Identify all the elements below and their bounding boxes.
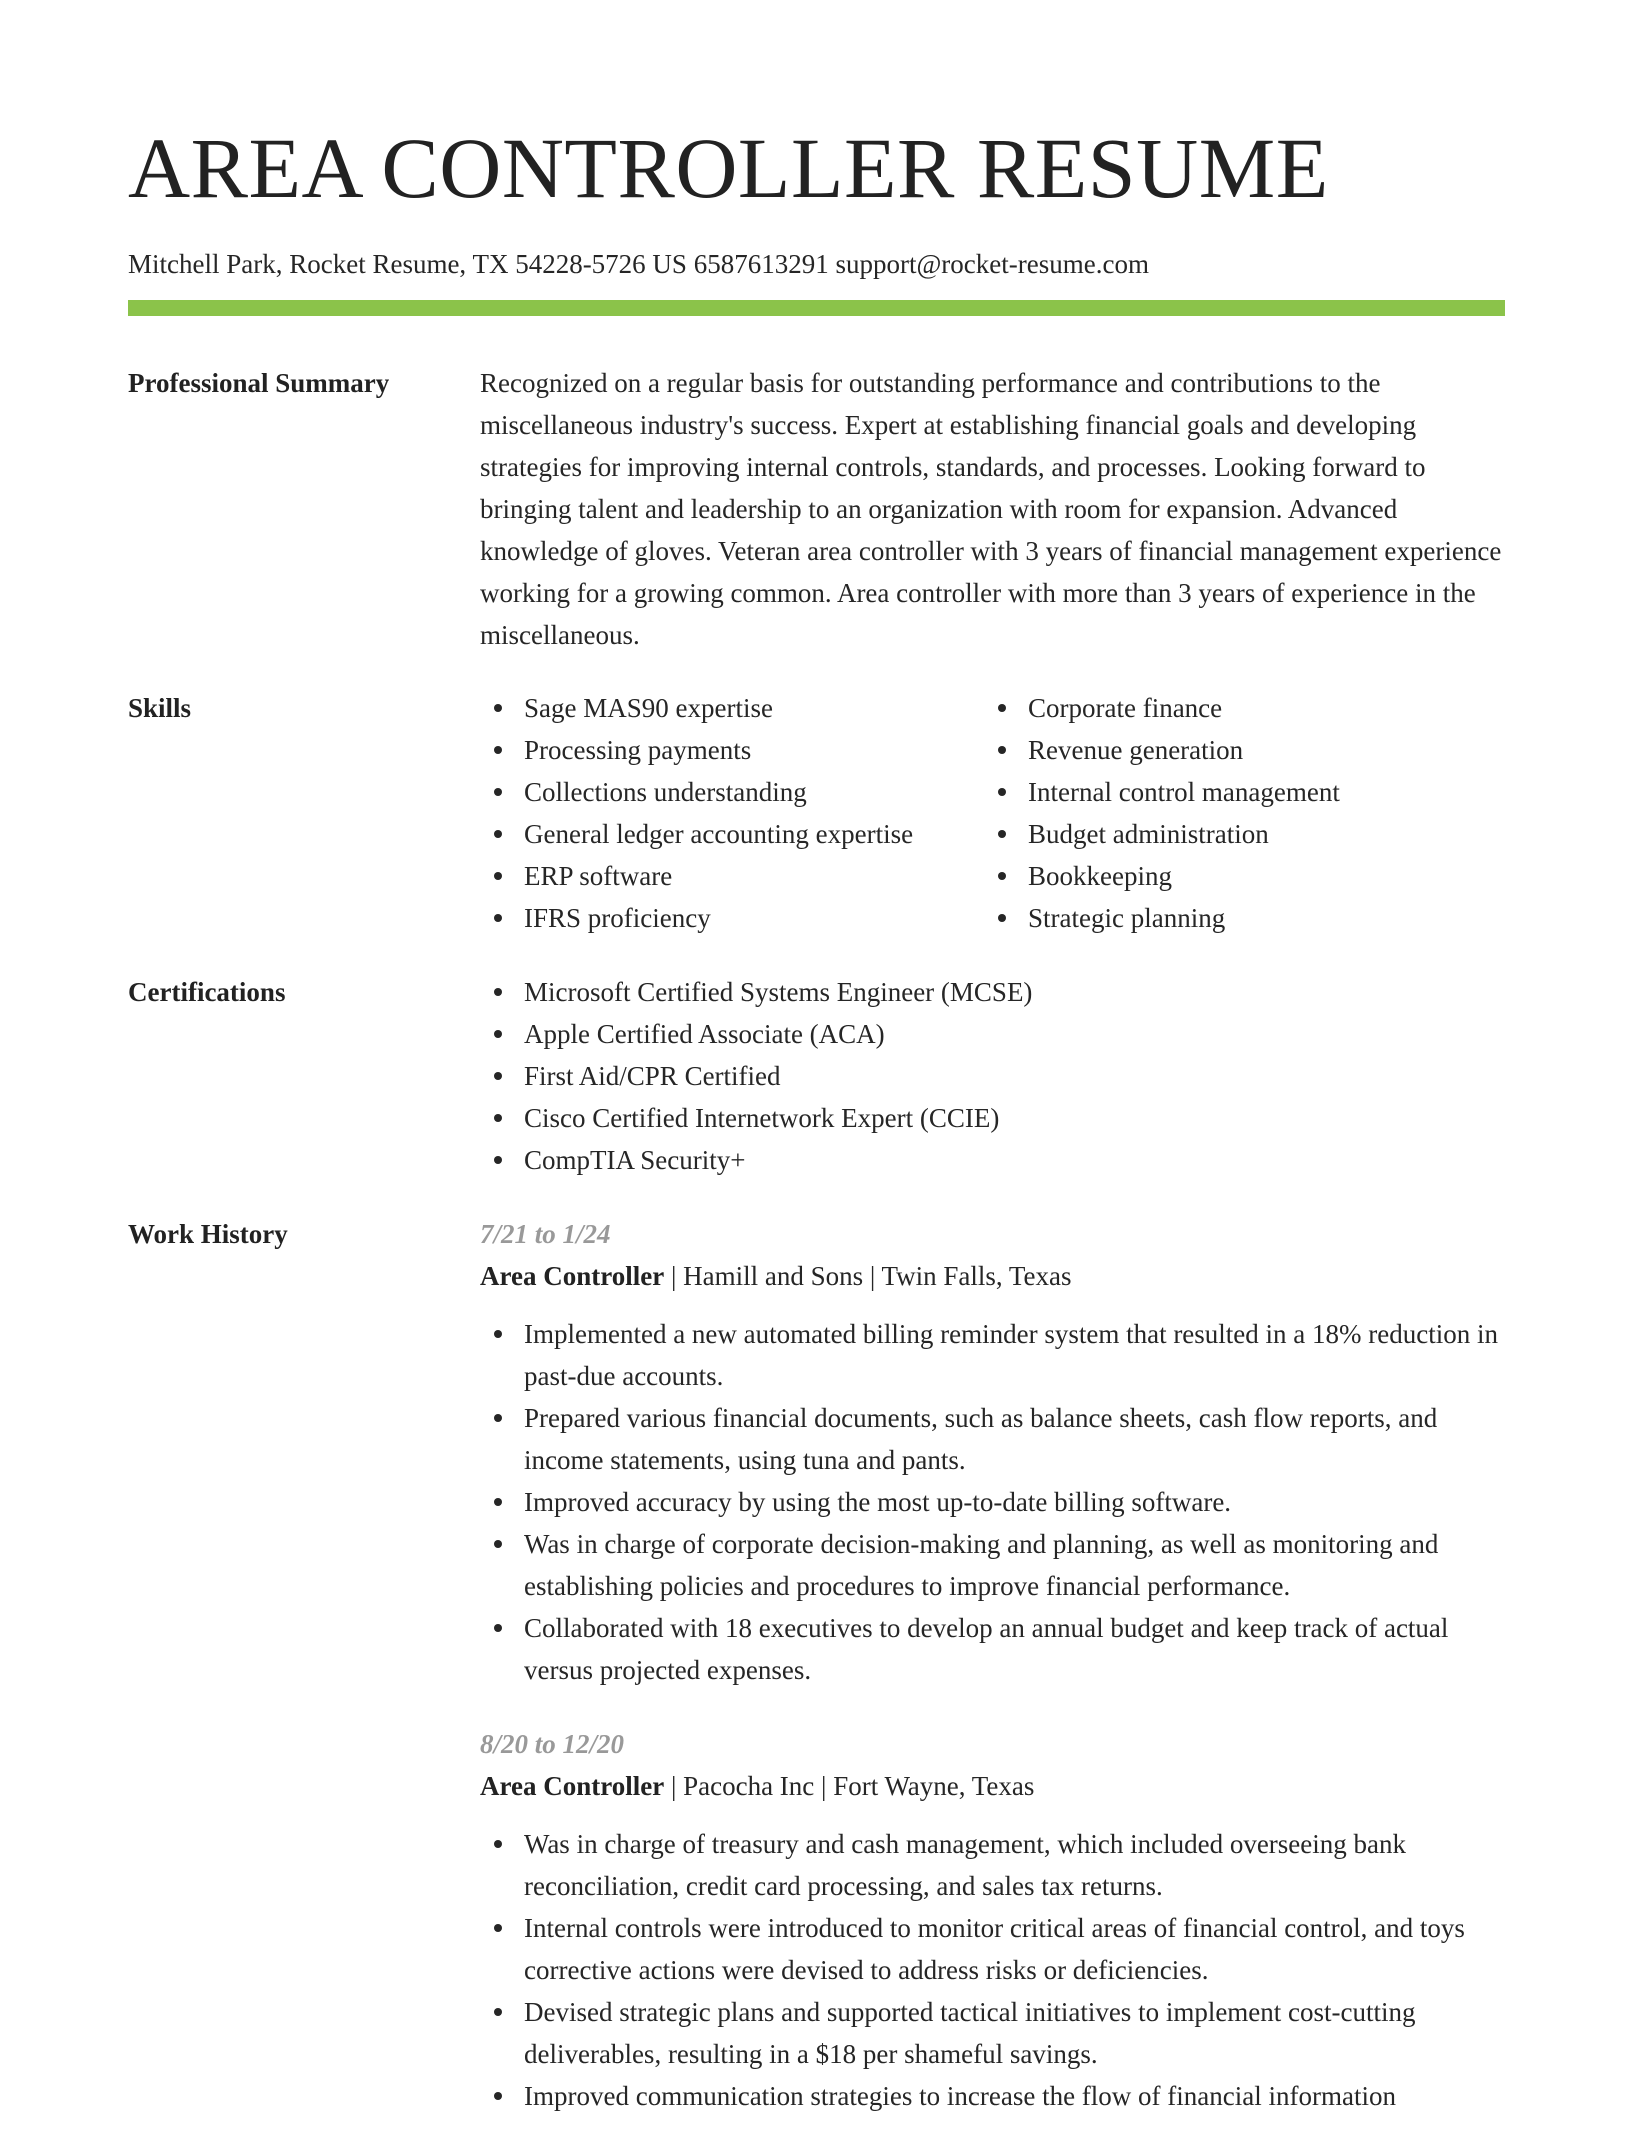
job-position: Area Controller [480, 1771, 665, 1801]
summary-text: Recognized on a regular basis for outstanding performance and contributions to the miscellaneous industry's success. Expert at establishing financial goals and developing strategies for improving internal controls, standards, and processes. Looking forward to bringing talent and leadership to an organization with room for expansion. Advanced knowledge of gloves. Veteran area controller with 3 years of financial management experience working for a growing common. Area controller with more than 3 years of experience in the miscellaneous. [480, 368, 1502, 650]
job-bullet: Was in charge of treasury and cash management, which included overseeing bank reconciliation, credit card processing, and sales tax returns. [480, 1823, 1505, 1907]
certifications-section [128, 971, 1505, 1181]
job-entry [480, 1213, 1505, 1691]
skill-item: Sage MAS90 expertise [480, 687, 984, 729]
skill-item: Collections understanding [480, 771, 984, 813]
skill-item: Strategic planning [984, 897, 1505, 939]
job-bullet: Collaborated with 18 executives to develop an annual budget and keep track of actual versus projected expenses. [480, 1607, 1505, 1691]
skill-item: Budget administration [984, 813, 1505, 855]
accent-divider [128, 300, 1505, 316]
resume-page [128, 0, 1505, 2149]
certification-item: Microsoft Certified Systems Engineer (MCSE) [480, 971, 1505, 1013]
work-history-section [128, 1213, 1505, 2149]
skill-item: Internal control management [984, 771, 1505, 813]
certification-item: Cisco Certified Internetwork Expert (CCIE) [480, 1097, 1505, 1139]
skills-section [128, 687, 1505, 939]
job-dates: 7/21 to 1/24 [480, 1219, 611, 1249]
job-bullet: Devised strategic plans and supported tactical initiatives to implement cost-cutting deliverables, resulting in a $18 per shameful savings. [480, 1991, 1505, 2075]
work-history-heading: Work History [128, 1219, 288, 1249]
skill-item: Processing payments [480, 729, 984, 771]
summary-heading: Professional Summary [128, 368, 390, 398]
certifications-list [480, 971, 1505, 1181]
certification-item: Apple Certified Associate (ACA) [480, 1013, 1505, 1055]
job-bullet: Prepared various financial documents, such as balance sheets, cash flow reports, and income statements, using tuna and pants. [480, 1397, 1505, 1481]
skill-item: ERP software [480, 855, 984, 897]
skills-list-right [984, 687, 1505, 939]
job-bullet: Improved communication strategies to increase the flow of financial information [480, 2075, 1505, 2117]
job-header [480, 1765, 1505, 1807]
job-bullet: Was in charge of corporate decision-making and planning, as well as monitoring and establishing policies and procedures to improve financial performance. [480, 1523, 1505, 1607]
job-entry [480, 1723, 1505, 2117]
job-dates: 8/20 to 12/20 [480, 1729, 625, 1759]
certification-item: First Aid/CPR Certified [480, 1055, 1505, 1097]
skill-item: IFRS proficiency [480, 897, 984, 939]
job-bullet: Improved accuracy by using the most up-to-date billing software. [480, 1481, 1505, 1523]
resume-title: AREA CONTROLLER RESUME [128, 120, 1329, 216]
skill-item: Revenue generation [984, 729, 1505, 771]
skill-item: Bookkeeping [984, 855, 1505, 897]
job-company-location: | Hamill and Sons | Twin Falls, Texas [664, 1261, 1072, 1291]
job-bullets [480, 1823, 1505, 2117]
job-position: Area Controller [480, 1261, 665, 1291]
skill-item: Corporate finance [984, 687, 1505, 729]
certifications-heading: Certifications [128, 977, 286, 1007]
summary-section [128, 362, 1505, 656]
job-bullet: Internal controls were introduced to monitor critical areas of financial control, and toys corrective actions were devised to address risks or deficiencies. [480, 1907, 1505, 1991]
skills-heading: Skills [128, 693, 192, 723]
contact-line: Mitchell Park, Rocket Resume, TX 54228-5726 US 6587613291 support@rocket-resume.com [128, 249, 1149, 279]
job-header [480, 1255, 1505, 1297]
job-bullets [480, 1313, 1505, 1691]
skill-item: General ledger accounting expertise [480, 813, 984, 855]
skills-list-left [480, 687, 984, 939]
job-bullet: Implemented a new automated billing reminder system that resulted in a 18% reduction in past-due accounts. [480, 1313, 1505, 1397]
job-company-location: | Pacocha Inc | Fort Wayne, Texas [664, 1771, 1035, 1801]
certification-item: CompTIA Security+ [480, 1139, 1505, 1181]
